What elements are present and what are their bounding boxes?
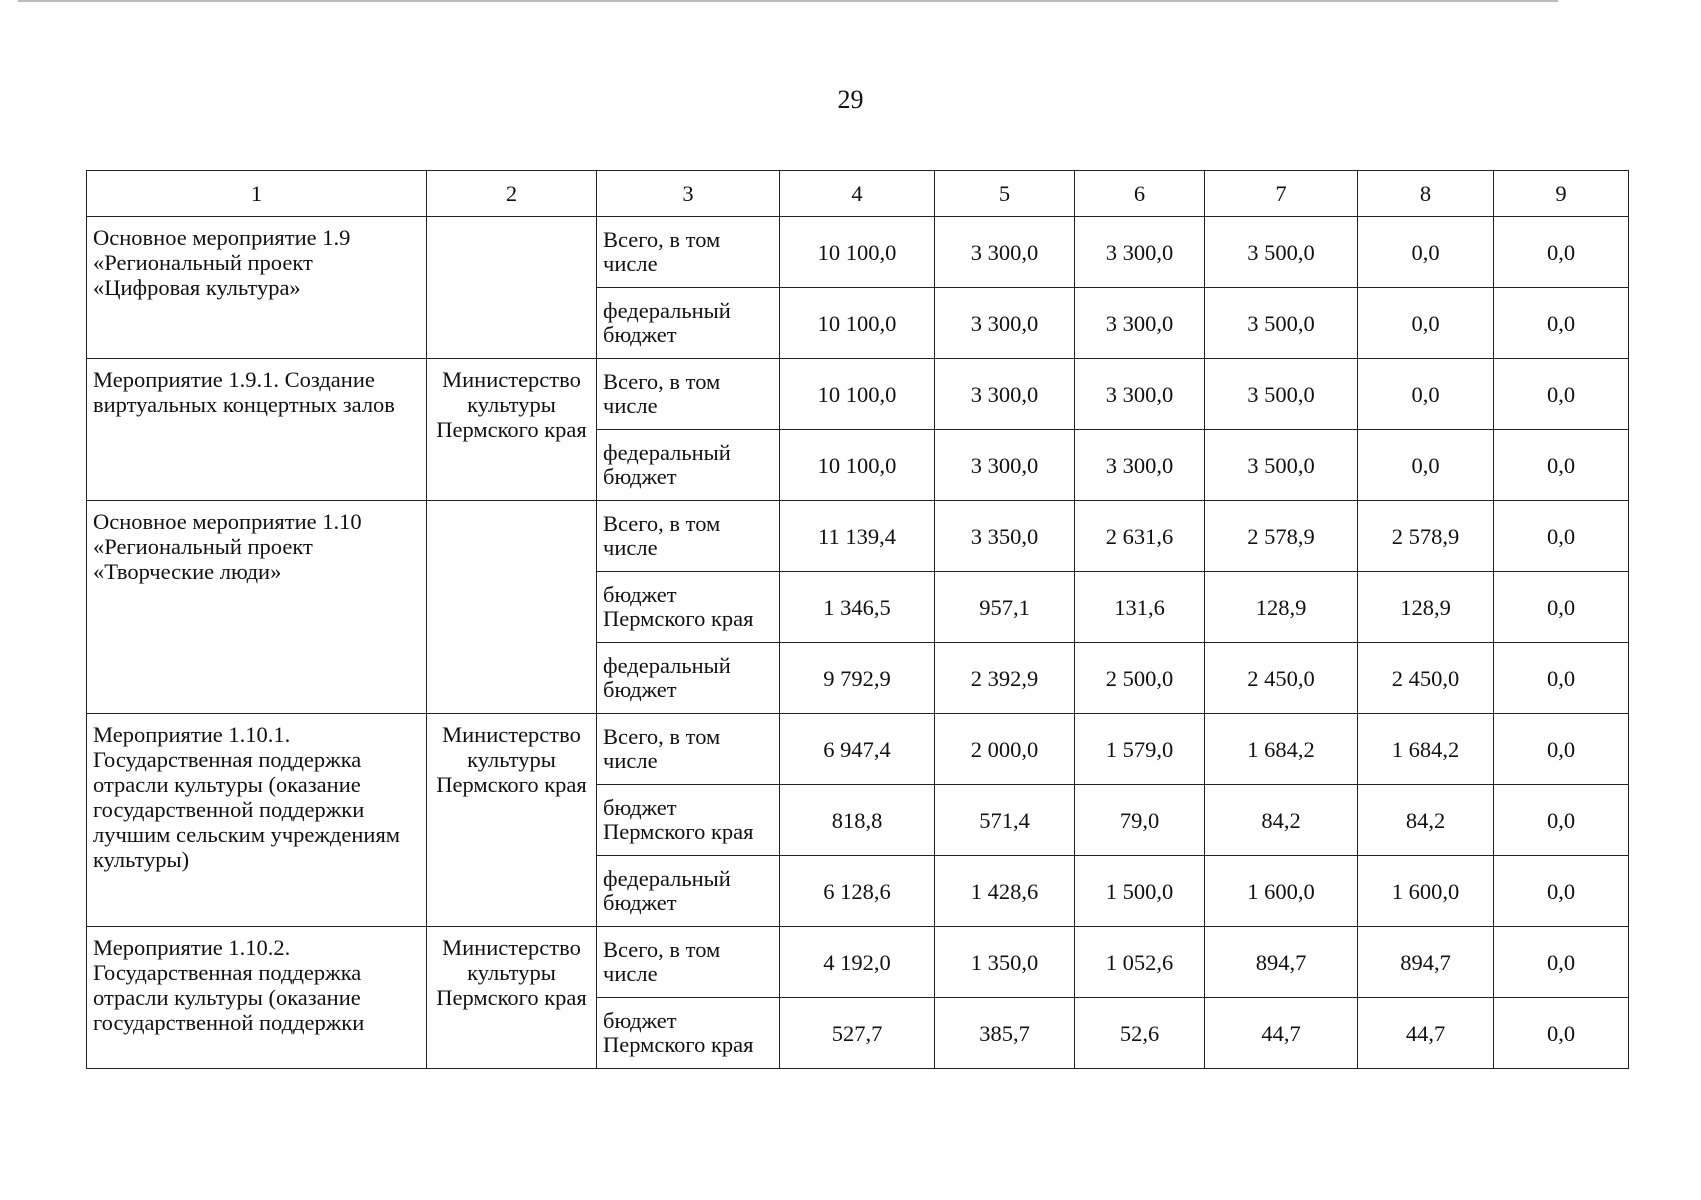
table-row: [87, 359, 1629, 430]
funding-source-cell: Всего, в том числе: [597, 359, 780, 430]
table-row: [87, 714, 1629, 785]
funding-source-cell: федеральный бюджет: [597, 643, 780, 714]
amount-cell: 3 300,0: [935, 217, 1075, 288]
amount-cell: 957,1: [935, 572, 1075, 643]
activity-name-cell: Мероприятие 1.9.1. Создание виртуальных концертных залов: [87, 359, 427, 501]
funding-source-cell: федеральный бюджет: [597, 430, 780, 501]
amount-cell: 10 100,0: [780, 359, 935, 430]
amount-cell: 84,2: [1358, 785, 1494, 856]
funding-source-cell: Всего, в том числе: [597, 714, 780, 785]
amount-cell: 0,0: [1494, 714, 1629, 785]
amount-cell: 3 300,0: [935, 288, 1075, 359]
amount-cell: 2 500,0: [1075, 643, 1205, 714]
amount-cell: 3 500,0: [1205, 288, 1358, 359]
amount-cell: 52,6: [1075, 998, 1205, 1069]
activity-name-cell: Мероприятие 1.10.2. Государственная поддержка отрасли культуры (оказание государственной поддержки: [87, 927, 427, 1069]
column-header: 4: [780, 171, 935, 217]
column-number-row: [87, 171, 1629, 217]
amount-cell: 1 500,0: [1075, 856, 1205, 927]
amount-cell: 2 450,0: [1358, 643, 1494, 714]
amount-cell: 79,0: [1075, 785, 1205, 856]
amount-cell: 6 947,4: [780, 714, 935, 785]
funding-source-cell: федеральный бюджет: [597, 856, 780, 927]
amount-cell: 385,7: [935, 998, 1075, 1069]
amount-cell: 1 346,5: [780, 572, 935, 643]
column-header: 9: [1494, 171, 1629, 217]
funding-source-cell: бюджет Пермского края: [597, 572, 780, 643]
amount-cell: 1 579,0: [1075, 714, 1205, 785]
column-header: 1: [87, 171, 427, 217]
executor-cell: Министерство культуры Пермского края: [427, 359, 597, 501]
amount-cell: 128,9: [1205, 572, 1358, 643]
amount-cell: 0,0: [1494, 856, 1629, 927]
amount-cell: 571,4: [935, 785, 1075, 856]
amount-cell: 44,7: [1358, 998, 1494, 1069]
executor-cell: [427, 217, 597, 359]
amount-cell: 1 684,2: [1358, 714, 1494, 785]
amount-cell: 0,0: [1358, 359, 1494, 430]
funding-source-cell: бюджет Пермского края: [597, 785, 780, 856]
column-header: 5: [935, 171, 1075, 217]
amount-cell: 0,0: [1494, 998, 1629, 1069]
funding-source-cell: Всего, в том числе: [597, 927, 780, 998]
activity-name-cell: Основное мероприятие 1.10 «Региональный проект «Творческие люди»: [87, 501, 427, 714]
amount-cell: 0,0: [1494, 217, 1629, 288]
funding-source-cell: бюджет Пермского края: [597, 998, 780, 1069]
amount-cell: 3 300,0: [1075, 430, 1205, 501]
amount-cell: 0,0: [1358, 288, 1494, 359]
amount-cell: 0,0: [1494, 501, 1629, 572]
funding-source-cell: Всего, в том числе: [597, 501, 780, 572]
amount-cell: 44,7: [1205, 998, 1358, 1069]
amount-cell: 11 139,4: [780, 501, 935, 572]
amount-cell: 3 500,0: [1205, 430, 1358, 501]
amount-cell: 894,7: [1205, 927, 1358, 998]
executor-cell: [427, 501, 597, 714]
table-body: [87, 171, 1629, 1069]
table-row: [87, 927, 1629, 998]
table-row: [87, 217, 1629, 288]
amount-cell: 0,0: [1494, 288, 1629, 359]
executor-cell: Министерство культуры Пермского края: [427, 714, 597, 927]
amount-cell: 0,0: [1494, 785, 1629, 856]
amount-cell: 3 300,0: [1075, 217, 1205, 288]
amount-cell: 818,8: [780, 785, 935, 856]
amount-cell: 0,0: [1494, 430, 1629, 501]
amount-cell: 0,0: [1358, 217, 1494, 288]
page-number: 29: [837, 85, 864, 114]
column-header: 3: [597, 171, 780, 217]
amount-cell: 1 052,6: [1075, 927, 1205, 998]
amount-cell: 84,2: [1205, 785, 1358, 856]
amount-cell: 1 350,0: [935, 927, 1075, 998]
amount-cell: 2 392,9: [935, 643, 1075, 714]
amount-cell: 3 350,0: [935, 501, 1075, 572]
amount-cell: 2 000,0: [935, 714, 1075, 785]
amount-cell: 527,7: [780, 998, 935, 1069]
amount-cell: 131,6: [1075, 572, 1205, 643]
amount-cell: 2 578,9: [1358, 501, 1494, 572]
amount-cell: 6 128,6: [780, 856, 935, 927]
activity-name-cell: Мероприятие 1.10.1. Государственная поддержка отрасли культуры (оказание государственной поддержки лучшим сельским учреждениям культуры): [87, 714, 427, 927]
amount-cell: 1 600,0: [1358, 856, 1494, 927]
amount-cell: 9 792,9: [780, 643, 935, 714]
funding-source-cell: федеральный бюджет: [597, 288, 780, 359]
amount-cell: 4 192,0: [780, 927, 935, 998]
amount-cell: 3 300,0: [1075, 288, 1205, 359]
amount-cell: 10 100,0: [780, 288, 935, 359]
amount-cell: 10 100,0: [780, 217, 935, 288]
activity-name-cell: Основное мероприятие 1.9 «Региональный проект «Цифровая культура»: [87, 217, 427, 359]
amount-cell: 10 100,0: [780, 430, 935, 501]
amount-cell: 2 631,6: [1075, 501, 1205, 572]
amount-cell: 0,0: [1358, 430, 1494, 501]
budget-table: [86, 170, 1629, 1069]
amount-cell: 2 578,9: [1205, 501, 1358, 572]
page-top-edge: [18, 0, 1558, 2]
amount-cell: 3 300,0: [1075, 359, 1205, 430]
amount-cell: 0,0: [1494, 359, 1629, 430]
amount-cell: 0,0: [1494, 572, 1629, 643]
funding-source-cell: Всего, в том числе: [597, 217, 780, 288]
amount-cell: 1 600,0: [1205, 856, 1358, 927]
amount-cell: 0,0: [1494, 643, 1629, 714]
amount-cell: 2 450,0: [1205, 643, 1358, 714]
amount-cell: 3 500,0: [1205, 217, 1358, 288]
column-header: 8: [1358, 171, 1494, 217]
amount-cell: 3 300,0: [935, 430, 1075, 501]
amount-cell: 3 300,0: [935, 359, 1075, 430]
amount-cell: 0,0: [1494, 927, 1629, 998]
table-row: [87, 501, 1629, 572]
amount-cell: 1 428,6: [935, 856, 1075, 927]
amount-cell: 128,9: [1358, 572, 1494, 643]
amount-cell: 1 684,2: [1205, 714, 1358, 785]
column-header: 6: [1075, 171, 1205, 217]
executor-cell: Министерство культуры Пермского края: [427, 927, 597, 1069]
column-header: 7: [1205, 171, 1358, 217]
amount-cell: 894,7: [1358, 927, 1494, 998]
amount-cell: 3 500,0: [1205, 359, 1358, 430]
column-header: 2: [427, 171, 597, 217]
